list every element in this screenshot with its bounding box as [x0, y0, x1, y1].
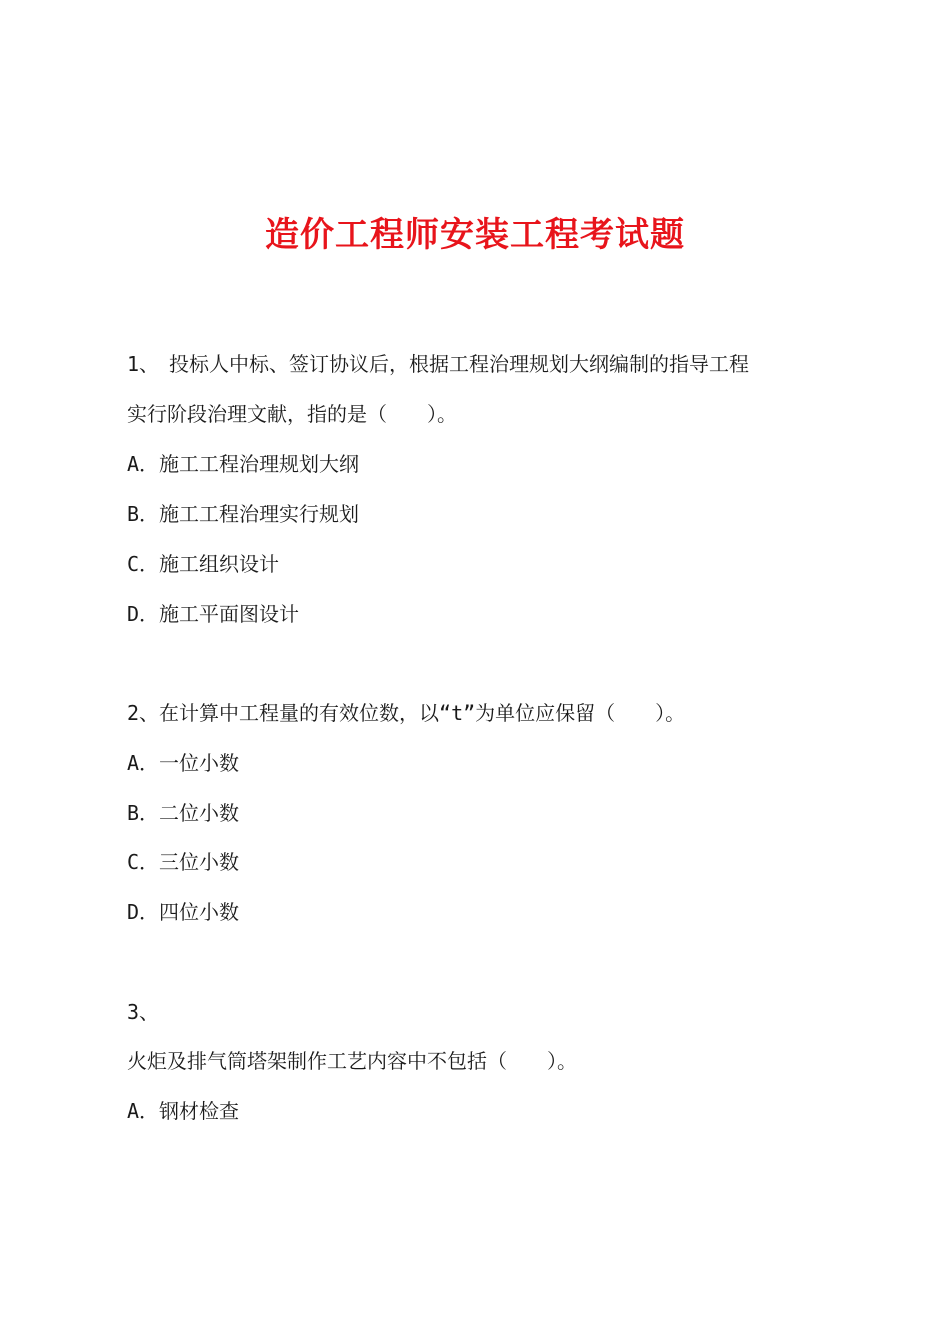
question-2-option-a: A．一位小数	[127, 751, 240, 775]
question-3-option-a: A．钢材检查	[127, 1099, 240, 1123]
document-title: 造价工程师安装工程考试题	[265, 215, 685, 255]
question-2-option-d: D．四位小数	[127, 900, 240, 924]
question-1-option-b: B．施工工程治理实行规划	[127, 502, 360, 526]
question-1-option-c: C．施工组织设计	[127, 552, 280, 576]
question-2-option-c: C．三位小数	[127, 850, 240, 874]
question-1-option-a: A．施工工程治理规划大纲	[127, 452, 360, 476]
question-1-stem-line-1: 1、 投标人中标、签订协议后，根据工程治理规划大纲编制的指导工程	[127, 352, 750, 376]
question-3-stem-line-1: 3、	[127, 1000, 160, 1024]
question-2-option-b: B．二位小数	[127, 801, 240, 825]
question-2-stem-line-1: 2、在计算中工程量的有效位数，以“t”为单位应保留（ ）。	[127, 701, 686, 725]
question-1-stem-line-2: 实行阶段治理文献，指的是（ ）。	[127, 402, 457, 426]
question-3-stem-line-2: 火炬及排气筒塔架制作工艺内容中不包括（ ）。	[127, 1049, 577, 1073]
question-1-option-d: D．施工平面图设计	[127, 602, 300, 626]
